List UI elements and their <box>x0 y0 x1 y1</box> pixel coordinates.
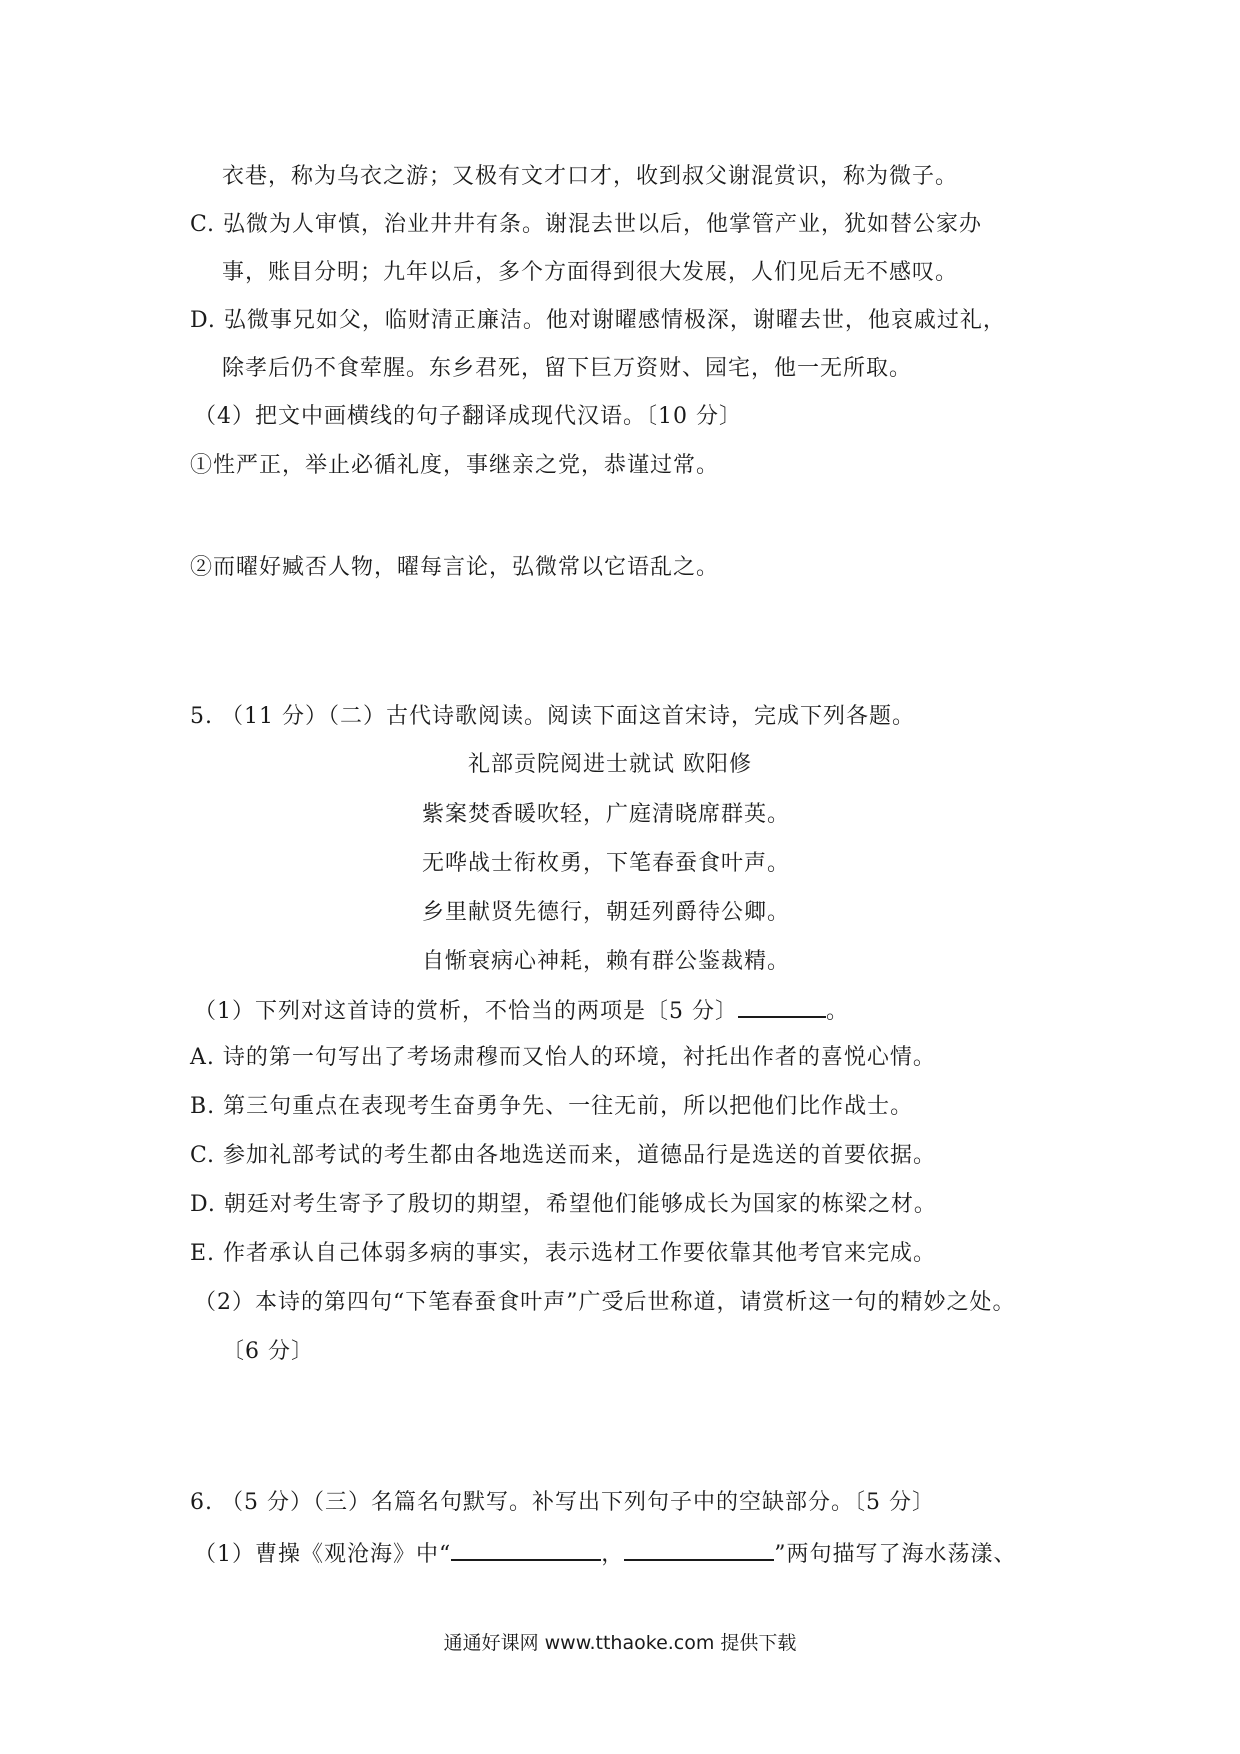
option-c: C. 弘微为人审慎，治业井井有条。谢混去世以后，他掌管产业，犹如替公家办 <box>190 212 983 237</box>
option-c: C. 参加礼部考试的考生都由各地选送而来，道德品行是选送的首要依据。 <box>190 1143 937 1168</box>
question-5-sub1 <box>194 994 849 1027</box>
text-line: 衣巷，称为乌衣之游；又极有文才口才，收到叔父谢混赏识，称为微子。 <box>222 164 959 189</box>
option-d: D. 弘微事兄如父，临财清正廉洁。他对谢曜感情极深，谢曜去世，他哀戚过礼， <box>190 308 1006 333</box>
page-footer: 通通好课网 www.tthaoke.com 提供下载 <box>443 1632 797 1654</box>
poem-title: 礼部贡院阅进士就试 欧阳修 <box>468 752 752 777</box>
answer-blank[interactable] <box>624 1537 774 1561</box>
question-6-sub1-comma: ， <box>601 1542 625 1567</box>
question-6-sub1-end: ”两句描写了海水荡漾、 <box>774 1542 1017 1567</box>
option-e: E. 作者承认自己体弱多病的事实，表示选材工作要依靠其他考官来完成。 <box>190 1241 937 1266</box>
question-5-sub1-end: 。 <box>826 999 850 1024</box>
question-5-sub1-text: （1）下列对这首诗的赏析，不恰当的两项是〔5 分〕 <box>194 999 738 1024</box>
translation-sentence-2: ②而曜好臧否人物，曜每言论，弘微常以它语乱之。 <box>190 555 720 580</box>
answer-blank[interactable] <box>738 994 826 1018</box>
poem-line: 乡里献贤先德行，朝廷列爵待公卿。 <box>422 900 791 925</box>
poem-line: 无哗战士衔枚勇，下笔春蚕食叶声。 <box>422 851 791 876</box>
option-b: B. 第三句重点在表现考生奋勇争先、一往无前，所以把他们比作战士。 <box>190 1094 914 1119</box>
question-5-sub2-score: 〔6 分〕 <box>222 1339 314 1364</box>
option-a: A. 诗的第一句写出了考场肃穆而又怡人的环境，衬托出作者的喜悦心情。 <box>190 1045 936 1070</box>
translation-sentence-1: ①性严正，举止必循礼度，事继亲之党，恭谨过常。 <box>190 453 720 478</box>
poem-line: 自惭衰病心神耗，赖有群公鉴裁精。 <box>422 949 791 974</box>
option-d: D. 朝廷对考生寄予了殷切的期望，希望他们能够成长为国家的栋梁之材。 <box>190 1192 937 1217</box>
text-line: 事，账目分明；九年以后，多个方面得到很大发展，人们见后无不感叹。 <box>222 260 959 285</box>
question-5-header: 5. （11 分）（二）古代诗歌阅读。阅读下面这首宋诗，完成下列各题。 <box>190 704 915 729</box>
question-4-prompt: （4）把文中画横线的句子翻译成现代汉语。〔10 分〕 <box>194 404 742 429</box>
question-6-sub1 <box>194 1537 1017 1570</box>
poem-line: 紫案焚香暖吹轻，广庭清晓席群英。 <box>422 802 791 827</box>
question-6-sub1-text: （1）曹操《观沧海》中“ <box>194 1542 452 1567</box>
answer-blank[interactable] <box>451 1537 601 1561</box>
question-5-sub2: （2）本诗的第四句“下笔春蚕食叶声”广受后世称道，请赏析这一句的精妙之处。 <box>194 1290 1016 1315</box>
text-line: 除孝后仍不食荤腥。东乡君死，留下巨万资财、园宅，他一无所取。 <box>222 356 913 381</box>
question-6-header: 6. （5 分）（三）名篇名句默写。补写出下列句子中的空缺部分。〔5 分〕 <box>190 1490 935 1515</box>
